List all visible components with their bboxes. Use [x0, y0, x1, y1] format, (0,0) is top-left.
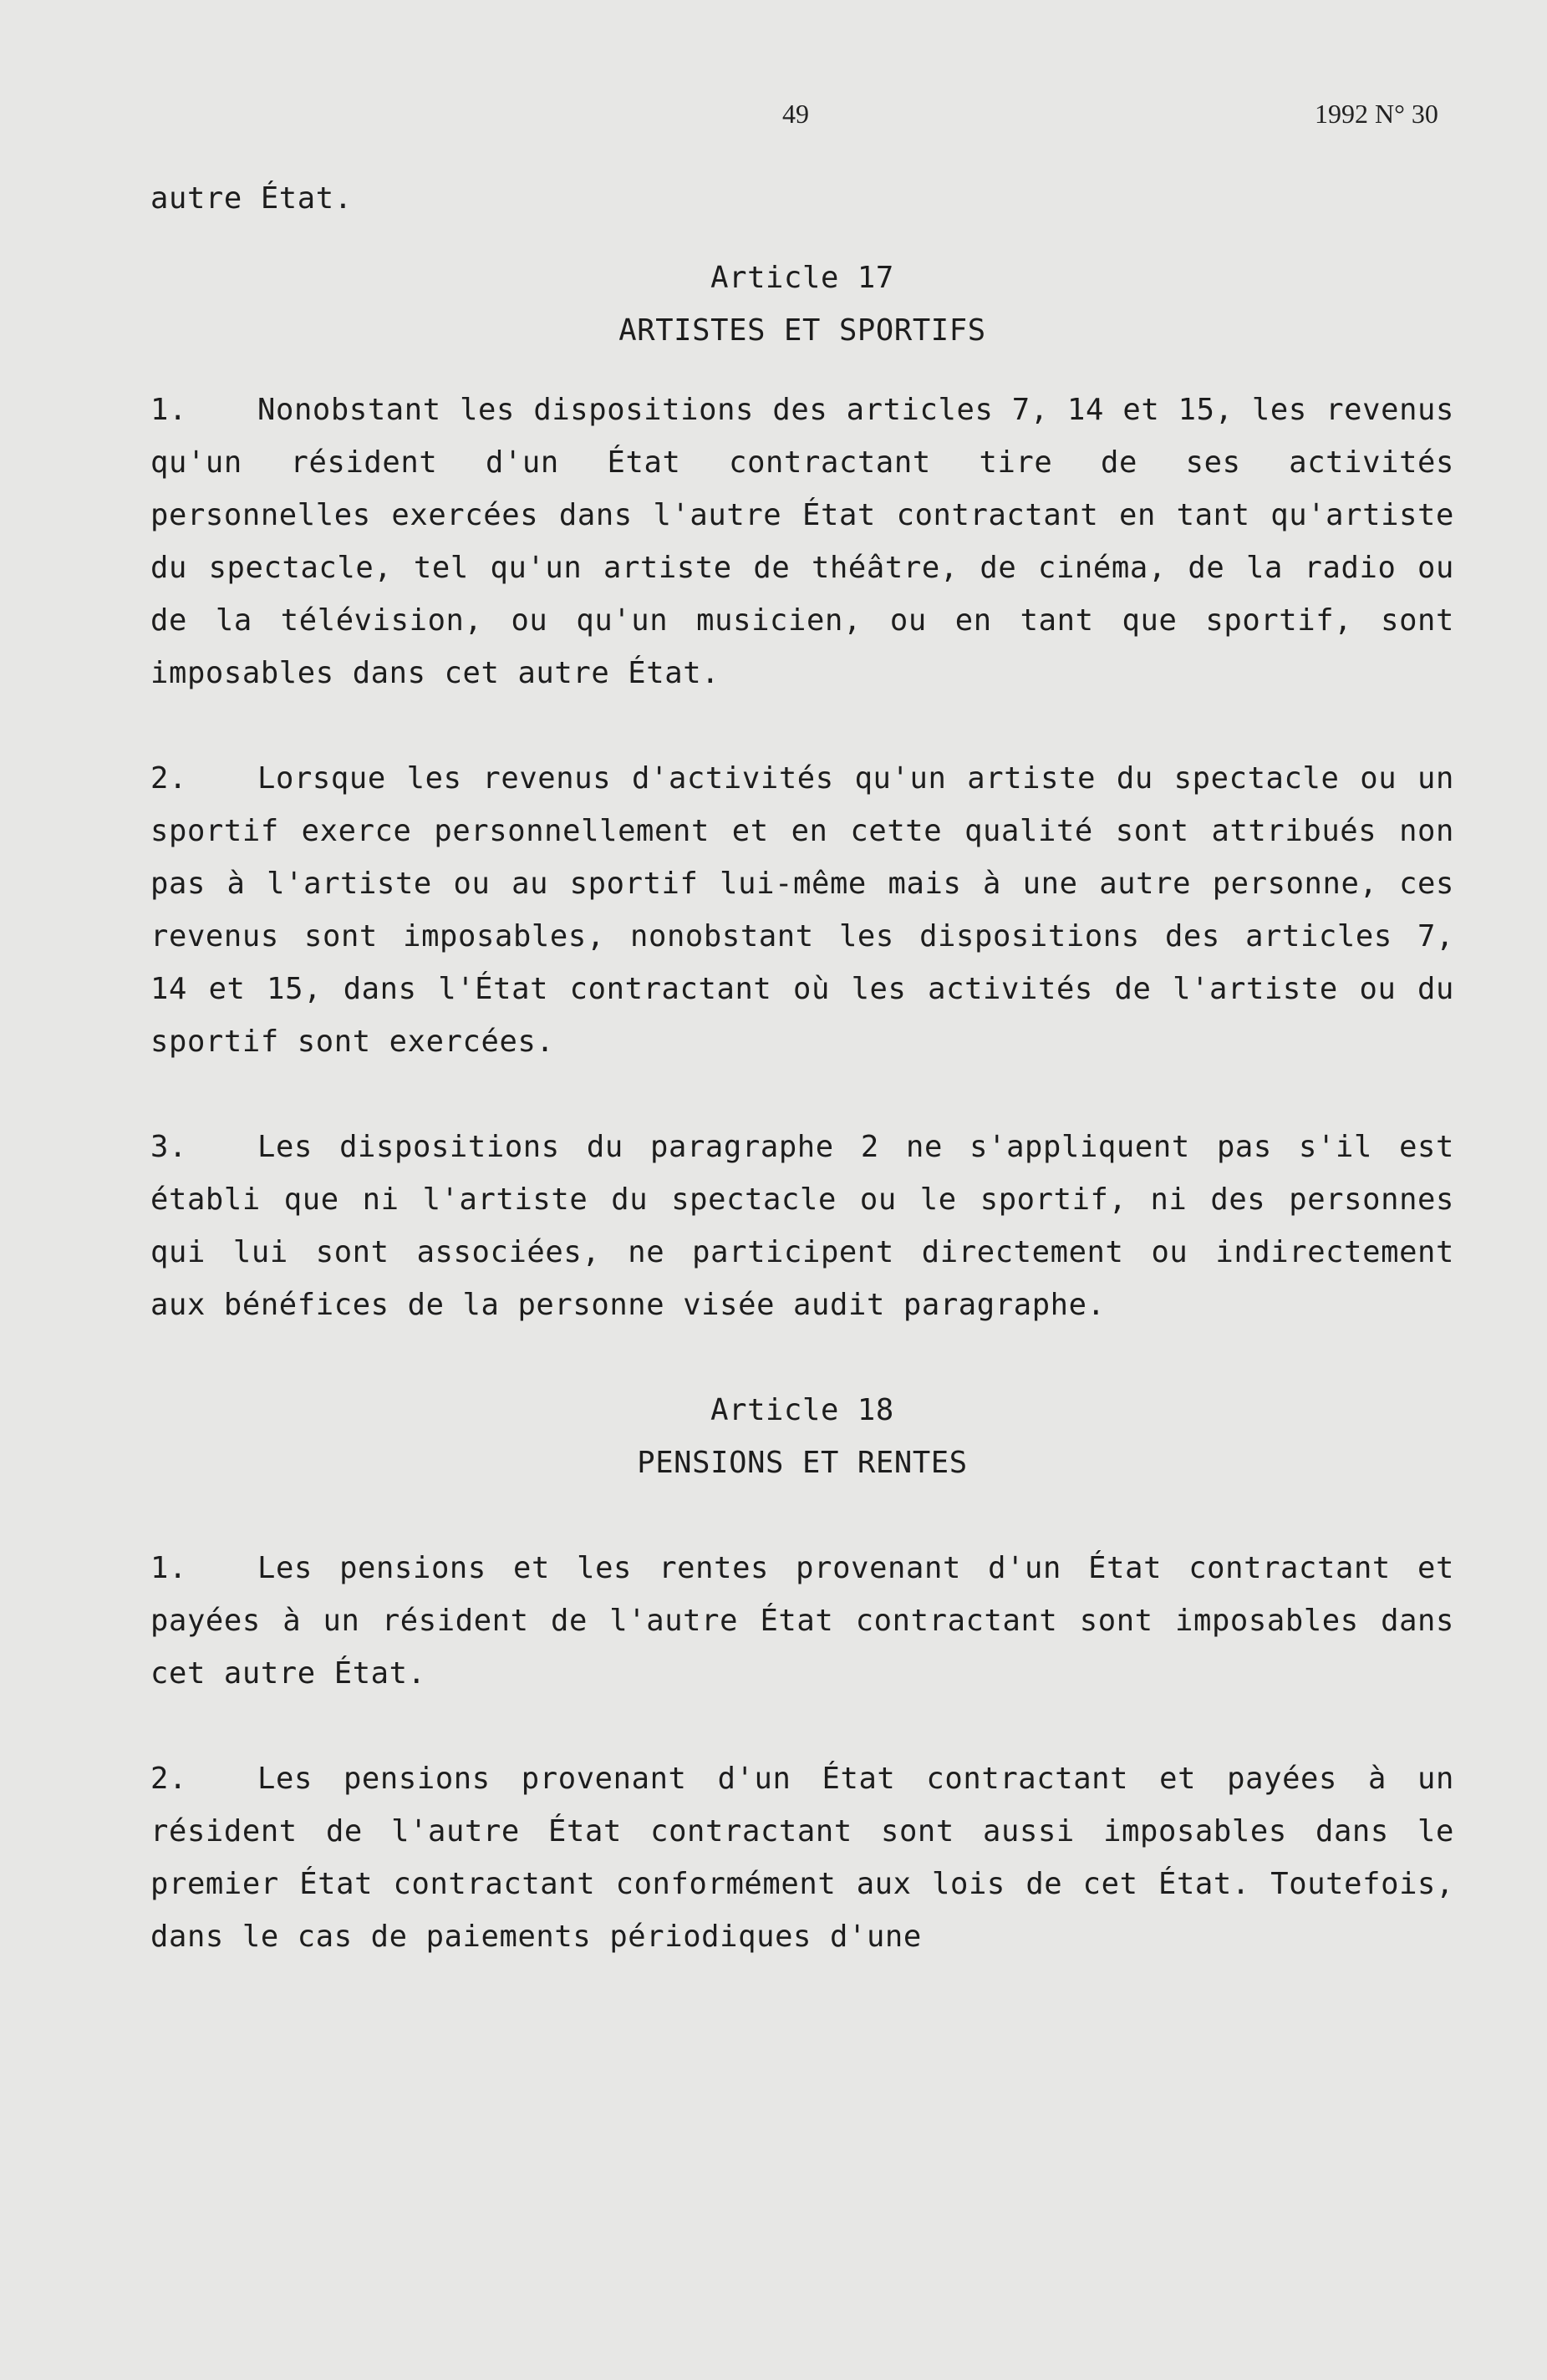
- intro-line: autre État.: [150, 181, 353, 216]
- paragraph-text: Les dispositions du paragraphe 2 ne s'appliquent pas s'il est établi que ni l'artiste du spectacle ou le sportif, ni des personnes qui lui sont associées, ne participent directement ou indirectement aux bénéfices de la personne visée audit paragraphe.: [150, 1130, 1454, 1322]
- article-18-paragraph-2: [150, 1752, 1454, 1963]
- article-18-title: PENSIONS ET RENTES: [637, 1446, 968, 1480]
- article-17-number: Article 17: [710, 261, 894, 295]
- paragraph-number: 1.: [150, 1551, 187, 1585]
- paragraph-number: 3.: [150, 1130, 187, 1164]
- paragraph-number: 2.: [150, 1762, 187, 1796]
- document-body: [150, 172, 1454, 1963]
- paragraph-text: Nonobstant les dispositions des articles 7, 14 et 15, les revenus qu'un résident d'un État contractant tire de ses activités personnelles exercées dans l'autre État contractant en tant qu'artiste du spectacle, tel qu'un artiste de théâtre, de cinéma, de la radio ou de la télévision, ou qu'un musicien, ou en tant que sportif, sont imposables dans cet autre État.: [150, 393, 1454, 690]
- paragraph-text: Lorsque les revenus d'activités qu'un artiste du spectacle ou un sportif exerce personnellement et en cette qualité sont attribués non pas à l'artiste ou au sportif lui-même mais à une autre personne, ces revenus sont imposables, nonobstant les dispositions des articles 7, 14 et 15, dans l'État contractant où les activités de l'artiste ou du sportif sont exercées.: [150, 761, 1454, 1059]
- paragraph-number: 1.: [150, 393, 187, 427]
- paragraph-text: Les pensions provenant d'un État contractant et payées à un résident de l'autre État contractant sont aussi imposables dans le premier État contractant conformément aux lois de cet État. Toutefois, dans le cas de paiements périodiques d'une: [150, 1762, 1454, 1954]
- article-18-number: Article 18: [710, 1393, 894, 1427]
- article-18-paragraph-1: [150, 1542, 1454, 1700]
- page-number: 49: [782, 99, 809, 129]
- article-17-paragraph-1: [150, 384, 1454, 699]
- paragraph-number: 2.: [150, 761, 187, 796]
- article-17-paragraph-2: [150, 752, 1454, 1068]
- article-17-paragraph-3: [150, 1121, 1454, 1331]
- article-17-title: ARTISTES ET SPORTIFS: [618, 313, 986, 348]
- document-reference: 1992 N° 30: [1315, 99, 1438, 129]
- paragraph-text: Les pensions et les rentes provenant d'un État contractant et payées à un résident de l'autre État contractant sont imposables dans cet autre État.: [150, 1551, 1454, 1691]
